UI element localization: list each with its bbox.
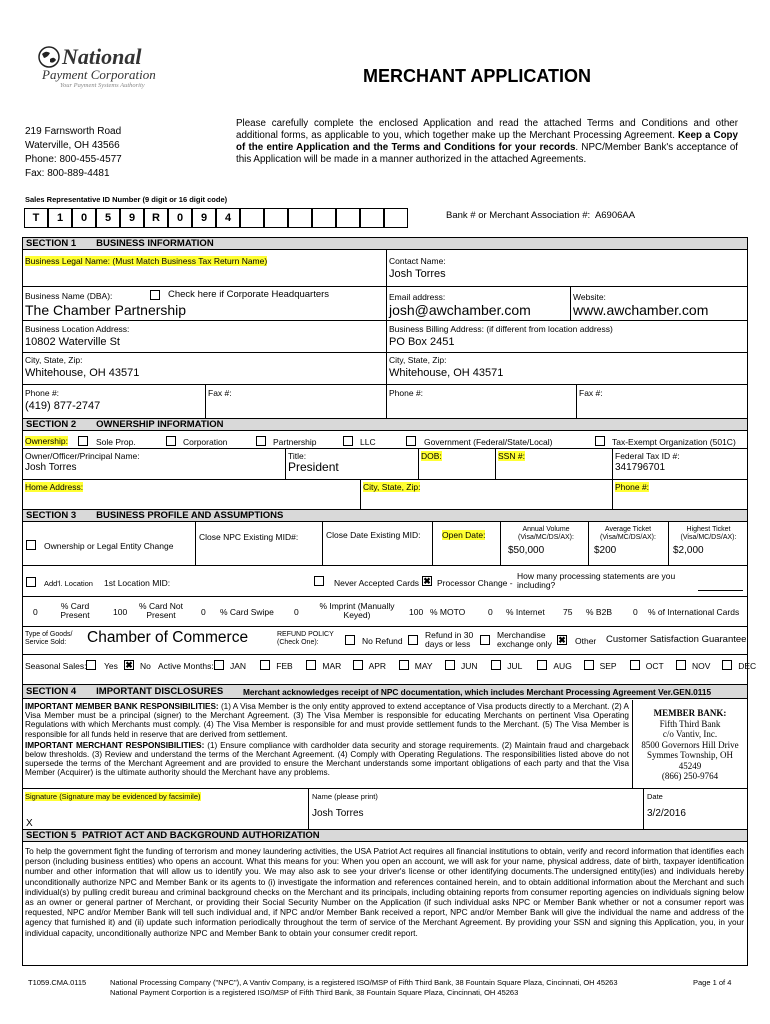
seasonal-yes-label: Yes xyxy=(104,661,118,671)
rep-id-digit[interactable]: 0 xyxy=(72,208,96,228)
taxid-value[interactable]: 341796701 xyxy=(615,462,666,473)
email-label: Email address: xyxy=(389,292,446,302)
other-checkbox[interactable]: ✖ xyxy=(558,635,566,645)
entity-change-checkbox[interactable] xyxy=(26,540,36,550)
swipe-label: % Card Swipe xyxy=(220,607,274,617)
divider xyxy=(643,788,644,830)
rep-id-digit[interactable]: 1 xyxy=(48,208,72,228)
moto-val[interactable]: 100 xyxy=(409,607,424,617)
section-3-header xyxy=(22,509,748,522)
csz-value[interactable]: Whitehouse, OH 43571 xyxy=(25,367,140,379)
divider xyxy=(612,448,613,480)
month-checkbox[interactable] xyxy=(722,660,732,670)
ownership-checkbox[interactable] xyxy=(595,436,605,446)
owner-value[interactable]: Josh Torres xyxy=(25,462,77,473)
divider xyxy=(500,522,501,565)
disclosures-text xyxy=(25,702,629,778)
title-label: Title: xyxy=(288,451,307,461)
divider xyxy=(322,522,323,565)
month-label: OCT xyxy=(645,661,664,671)
month-checkbox[interactable] xyxy=(445,660,455,670)
s3-title: BUSINESS PROFILE AND ASSUMPTIONS xyxy=(96,510,284,521)
bank-resp-text: (1) A Visa Member is the only entity approved to extend acceptance of Visa products directly to a Merchant. (2) A Visa Member must be a principal (signer) to the Merchant Agreement. (3) The Visa Member is responsible for educating Merchants on pertinent Visa Operating Regulations with which Merchants must comply. (4) The Visa Member is responsible for and must provide settlement funds to the Merchant. (5) The Visa Member is responsible for all funds held in reserve that are derived from settlement. xyxy=(25,702,630,739)
refund-policy-label: REFUND POLICY (Check One): xyxy=(277,631,334,646)
csz-label: City, State, Zip: xyxy=(25,355,83,365)
print-name-value[interactable]: Josh Torres xyxy=(312,808,364,819)
location-value[interactable]: 10802 Waterville St xyxy=(25,336,120,348)
bank-number-label xyxy=(446,210,635,221)
rep-id-digit[interactable]: 4 xyxy=(216,208,240,228)
seasonal-no-label: No xyxy=(140,661,151,671)
member-bank-line: (866) 250-9764 xyxy=(661,771,719,781)
no-refund-label: No Refund xyxy=(362,636,403,646)
month-label: SEP xyxy=(599,661,617,671)
imprint-label: % Imprint (Manually Keyed) xyxy=(319,601,395,620)
month-checkbox[interactable] xyxy=(584,660,594,670)
seasonal-label: Seasonal Sales: xyxy=(25,661,87,671)
ownership-type-label: Partnership xyxy=(273,437,317,447)
card-present-val[interactable]: 0 xyxy=(33,607,38,617)
close-npc-label: Close NPC Existing MID#: xyxy=(199,532,299,542)
logo-tagline: Your Payment Systems Authority xyxy=(60,82,145,89)
month-checkbox[interactable] xyxy=(491,660,501,670)
annual-volume[interactable]: $50,000 xyxy=(508,545,545,556)
how-many-label: How many processing statements are you including? xyxy=(517,571,676,590)
globe-icon xyxy=(38,46,60,68)
divider xyxy=(22,448,748,449)
other-value[interactable]: Customer Satisfaction Guarantee xyxy=(606,634,747,645)
legal-name-label: Business Legal Name: (Must Match Business Tax Return Name) xyxy=(25,256,268,266)
page-title: MERCHANT APPLICATION xyxy=(363,66,591,86)
divider xyxy=(285,448,286,480)
logo xyxy=(38,44,188,94)
dob-label: DOB: xyxy=(421,451,442,461)
divider xyxy=(308,788,309,830)
divider xyxy=(22,352,748,353)
month-label: DEC xyxy=(738,661,757,671)
month-label: APR xyxy=(368,661,387,671)
divider xyxy=(386,250,387,418)
divider xyxy=(22,788,748,789)
signature-label: Signature (Signature may be evidenced by facsimile) xyxy=(25,792,201,801)
home-phone-label: Phone #: xyxy=(615,482,650,492)
month-label: NOV xyxy=(692,661,711,671)
ssn-label: SSN #: xyxy=(498,451,525,461)
rep-id-digit[interactable]: R xyxy=(144,208,168,228)
footer-code: T1059.CMA.0115 xyxy=(28,978,87,987)
footer-page: Page 1 of 4 xyxy=(693,978,732,987)
member-bank-box xyxy=(634,708,746,782)
divider xyxy=(22,626,748,627)
logo-sub: Payment Corporation xyxy=(42,67,156,82)
intro-part1: Please carefully complete the enclosed Application and read the attached Terms and Conditions and other additional forms, as applicable to you, which together make up the Merchant Processing Agreement. xyxy=(236,118,738,141)
imprint-val[interactable]: 0 xyxy=(294,607,299,617)
divider xyxy=(570,286,571,320)
divider xyxy=(205,384,206,418)
month-checkbox[interactable] xyxy=(399,660,409,670)
bank-value: A6906AA xyxy=(594,210,636,221)
month-label: FEB xyxy=(276,661,293,671)
rep-id-digit[interactable]: 0 xyxy=(168,208,192,228)
rep-id-digit[interactable] xyxy=(360,208,384,228)
hq-label: Check here if Corporate Headquarters xyxy=(168,289,330,300)
ownership-checkbox[interactable] xyxy=(406,436,416,446)
rep-id-digit[interactable]: 9 xyxy=(192,208,216,228)
swipe-val[interactable]: 0 xyxy=(201,607,206,617)
patriot-text: To help the government fight the funding of terrorism and money laundering activities, the USA Patriot Act requires all financial institutions to obtain, verify and record information that identifies each person (including business entities) who opens an account. What this means for you: When you open an account, we will ask for your name, physical address, date of birth, taxpayer identification number and other information that will allow us to identify you. We may also ask to see your driver's license or other identifying documents.The undersigned entity(ies) and individuals hereby unconditionally authorize NPC and Member Bank or its agents to (i) investigate the information and references contained herein, and to obtain additional information about the Merchant and such individual(s) by pulling credit bureau and criminal background checks on the Merchant and its principals, including obtaining reports from consumer reporting agencies on individuals signing below as an owner or general partner of Merchant, or providing their Social Security Number on the Application (if such individual asks NPC or Member Bank whether or not a consumer report was requested, NPC and/or Member Bank will tell such individual and, if NPC and/or Member Bank received a report, NPC and/or Member Bank will give the individual the name and address of the agency that furnished it) and (ii) update such information periodically throughout the term of service of the Merchant Agreement. By providing your SSN and signing this Application, you, in your individual capacity, unconditionally authorize NPC and Member Bank to obtain your consumer credit report. xyxy=(25,846,744,938)
refund30-label: Refund in 30 days or less xyxy=(425,630,474,649)
s5-num: SECTION 5 xyxy=(26,830,77,841)
rep-id-digit[interactable] xyxy=(240,208,264,228)
phone-value[interactable]: (419) 877-2747 xyxy=(25,400,101,412)
divider xyxy=(632,700,633,788)
ownership-type-label: LLC xyxy=(360,437,376,447)
ack-text: Merchant acknowledges receipt of NPC documentation, which includes Merchant Processing Agreement Ver.GEN.0115 xyxy=(243,687,712,697)
divider xyxy=(668,522,669,565)
divider xyxy=(195,522,196,565)
month-checkbox[interactable] xyxy=(353,660,363,670)
section-5-header xyxy=(22,829,748,842)
section-1-header xyxy=(22,237,748,250)
goods-label: Type of Goods/ Service Sold: xyxy=(25,631,73,646)
s4-num: SECTION 4 xyxy=(26,686,77,697)
not-present-label: % Card Not Present xyxy=(139,601,183,620)
ownership-checkbox[interactable] xyxy=(343,436,353,446)
city: Waterville, OH 43566 xyxy=(25,140,120,151)
divider xyxy=(612,479,613,509)
email-value[interactable]: josh@awchamber.com xyxy=(389,302,531,318)
bank-resp-head: IMPORTANT MEMBER BANK RESPONSIBILITIES: xyxy=(25,702,219,711)
csz2-label: City, State, Zip: xyxy=(389,355,447,365)
refund30-checkbox[interactable] xyxy=(408,635,418,645)
footer-line2: National Payment Corportion is a registered ISO/MSP of Fifth Third Bank, 38 Fountain Square Plaza, Cincinnati, OH 45263 xyxy=(110,988,519,997)
csz2-value[interactable]: Whitehouse, OH 43571 xyxy=(389,367,504,379)
divider xyxy=(22,286,748,287)
contact-label: Contact Name: xyxy=(389,256,446,266)
ownership-label: Ownership: xyxy=(25,436,68,446)
dba-label: Business Name (DBA): xyxy=(25,291,113,301)
b2b-label: % B2B xyxy=(586,607,612,617)
high-ticket[interactable]: $2,000 xyxy=(673,545,704,556)
print-name-label: Name (please print) xyxy=(312,792,378,801)
internet-val[interactable]: 0 xyxy=(488,607,493,617)
seasonal-yes-checkbox[interactable] xyxy=(86,660,96,670)
location-label: Business Location Address: xyxy=(25,324,130,334)
ownership-type-label: Sole Prop. xyxy=(96,437,136,447)
intro-bold: Keep a Copy of the entire Application and the Terms and Conditions for your records xyxy=(236,130,738,153)
month-label: AUG xyxy=(553,661,572,671)
month-label: MAY xyxy=(414,661,433,671)
active-months-label: Active Months: xyxy=(158,661,214,671)
month-checkbox[interactable] xyxy=(537,660,547,670)
date-value[interactable]: 3/2/2016 xyxy=(647,808,686,819)
s1-title: BUSINESS INFORMATION xyxy=(96,238,214,249)
intl-label: % of International Cards xyxy=(648,607,740,617)
billing-label: Business Billing Address: (if different from location address) xyxy=(389,324,613,334)
intro-part2: . NPC/Member Bank's acceptance of this Application will be made in a manner authorized in the attached Agreements. xyxy=(236,142,738,165)
ownership-type-label: Government (Federal/State/Local) xyxy=(424,437,553,447)
b2b-val[interactable]: 75 xyxy=(563,607,573,617)
intl-val[interactable]: 0 xyxy=(633,607,638,617)
exchange-label: Merchandise exchange only xyxy=(497,630,552,649)
member-bank-line: 8500 Governors Hill Drive xyxy=(641,739,739,750)
close-date-label: Close Date Existing MID: xyxy=(326,530,421,540)
dba-value[interactable]: The Chamber Partnership xyxy=(25,302,187,318)
avg-ticket-label: Average Ticket (Visa/MC/DS/AX): xyxy=(600,526,656,541)
statements-line xyxy=(698,590,743,591)
other-label: Other xyxy=(575,636,597,646)
exchange-checkbox[interactable] xyxy=(480,635,490,645)
never-accepted-checkbox[interactable] xyxy=(314,576,324,586)
divider xyxy=(22,654,748,655)
addl-location-label: Add'l. Location xyxy=(44,579,93,588)
month-checkbox[interactable] xyxy=(630,660,640,670)
phone: Phone: 800-455-4577 xyxy=(25,154,122,165)
website-value[interactable]: www.awchamber.com xyxy=(573,302,709,318)
never-accepted-label: Never Accepted Cards xyxy=(334,578,420,588)
title-value[interactable]: President xyxy=(288,460,339,474)
rep-id-digit[interactable] xyxy=(288,208,312,228)
member-bank-line: Fifth Third Bank xyxy=(659,718,721,729)
ownership-type-label: Tax-Exempt Organization (501C) xyxy=(612,437,736,447)
internet-label: % Internet xyxy=(506,607,545,617)
intro-text xyxy=(236,118,738,166)
s5-title: PATRIOT ACT AND BACKGROUND AUTHORIZATION xyxy=(82,830,320,841)
signature-x[interactable]: X xyxy=(26,818,33,829)
member-bank-line: 45249 xyxy=(678,760,702,771)
divider xyxy=(495,448,496,480)
s3-num: SECTION 3 xyxy=(26,510,77,521)
member-bank-line: Symmes Township, OH xyxy=(647,750,733,760)
section-2-header xyxy=(22,418,748,431)
moto-label: % MOTO xyxy=(430,607,466,617)
high-ticket-label: Highest Ticket (Visa/MC/DS/AX): xyxy=(680,526,737,541)
open-date-label: Open Date: xyxy=(442,530,486,540)
company-address xyxy=(25,125,122,181)
ownership-checkbox[interactable] xyxy=(78,436,88,446)
s2-num: SECTION 2 xyxy=(26,419,77,430)
divider xyxy=(22,320,748,321)
processor-change-label: Processor Change - xyxy=(437,578,513,588)
merch-resp-text: (1) Ensure compliance with cardholder data security and storage requirements. (2) Maintain fraud and chargeback below thresholds. (3) Review and understand the terms of the Merchant Agreement. (4) Comply with Operating Regulations. The responsibilities listed above do not supersede the terms of the Merchant Agreement and are provided to ensure the Merchant understands some important obligations of each party and that the Visa Member (Acquirer) is the ultimate authority should the Merchant have any problems. xyxy=(25,740,630,778)
fax-label: Fax #: xyxy=(208,388,232,398)
member-bank-head: MEMBER BANK: xyxy=(653,708,727,718)
ownership-type-label: Corporation xyxy=(183,437,228,447)
contact-value[interactable]: Josh Torres xyxy=(389,268,446,280)
divider xyxy=(432,522,433,565)
bank-label: Bank # or Merchant Association #: xyxy=(446,210,591,221)
first-location-label: 1st Location MID: xyxy=(104,578,171,588)
csz-label: City, State, Zip: xyxy=(363,482,421,492)
merch-resp-head: IMPORTANT MERCHANT RESPONSIBILITIES: xyxy=(25,740,205,750)
month-checkbox[interactable] xyxy=(260,660,270,670)
rep-id-label: Sales Representative ID Number (9 digit or 16 digit code) xyxy=(25,195,228,204)
month-label: JUL xyxy=(507,661,523,671)
card-present-label: % Card Present xyxy=(60,601,90,620)
ownership-checkbox[interactable] xyxy=(166,436,176,446)
fax: Fax: 800-889-4481 xyxy=(25,168,110,179)
seasonal-no-checkbox[interactable]: ✖ xyxy=(125,660,133,670)
goods-value[interactable]: Chamber of Commerce xyxy=(87,629,249,646)
logo-name: National xyxy=(62,44,142,69)
s4-title: IMPORTANT DISCLOSURES xyxy=(96,686,224,697)
fax2-label: Fax #: xyxy=(579,388,603,398)
owner-label: Owner/Officer/Principal Name: xyxy=(25,451,140,461)
s2-title: OWNERSHIP INFORMATION xyxy=(96,419,224,430)
divider xyxy=(22,384,748,385)
footer-line1: National Processing Company ("NPC"), A Vantiv Company, is a registered ISO/MSP of Fifth Third Bank, 38 Fountain Square Plaza, Cincinnati, OH 45263 xyxy=(110,978,618,987)
divider xyxy=(576,384,577,418)
divider xyxy=(22,596,748,597)
divider xyxy=(418,448,419,480)
rep-id-digit[interactable] xyxy=(384,208,408,228)
month-label: JAN xyxy=(230,661,247,671)
hq-checkbox[interactable] xyxy=(150,290,160,300)
ownership-checkbox[interactable] xyxy=(256,436,266,446)
rep-id-digit[interactable]: 9 xyxy=(120,208,144,228)
home-label: Home Address: xyxy=(25,482,84,492)
divider xyxy=(22,565,748,566)
not-present-val[interactable]: 100 xyxy=(113,607,128,617)
phone-label: Phone #: xyxy=(25,388,60,398)
member-bank-lines xyxy=(634,719,746,782)
rep-id-digit[interactable]: T xyxy=(24,208,48,228)
rep-id-digit[interactable] xyxy=(336,208,360,228)
avg-ticket[interactable]: $200 xyxy=(594,545,617,556)
processor-change-checkbox[interactable]: ✖ xyxy=(423,576,431,586)
taxid-label: Federal Tax ID #: xyxy=(615,451,680,461)
addl-location-checkbox[interactable] xyxy=(26,577,36,587)
annual-volume-label: Annual Volume (Visa/MC/DS/AX): xyxy=(518,526,574,541)
date-label: Date xyxy=(647,792,663,801)
no-refund-checkbox[interactable] xyxy=(345,635,355,645)
billing-value[interactable]: PO Box 2451 xyxy=(389,336,455,348)
month-label: JUN xyxy=(461,661,478,671)
rep-id-digit[interactable] xyxy=(264,208,288,228)
rep-id-digit[interactable] xyxy=(312,208,336,228)
street: 219 Farnsworth Road xyxy=(25,126,122,137)
month-checkbox[interactable] xyxy=(306,660,316,670)
month-checkbox[interactable] xyxy=(676,660,686,670)
s1-num: SECTION 1 xyxy=(26,238,77,249)
divider xyxy=(360,479,361,509)
rep-id-digit[interactable]: 5 xyxy=(96,208,120,228)
member-bank-line: c/o Vantiv, Inc. xyxy=(662,729,718,739)
entity-change-label: Ownership or Legal Entity Change xyxy=(44,541,174,551)
phone2-label: Phone #: xyxy=(389,388,424,398)
divider xyxy=(588,522,589,565)
month-checkbox[interactable] xyxy=(214,660,224,670)
divider xyxy=(22,479,748,480)
month-label: MAR xyxy=(322,661,342,671)
website-label: Website: xyxy=(573,292,606,302)
